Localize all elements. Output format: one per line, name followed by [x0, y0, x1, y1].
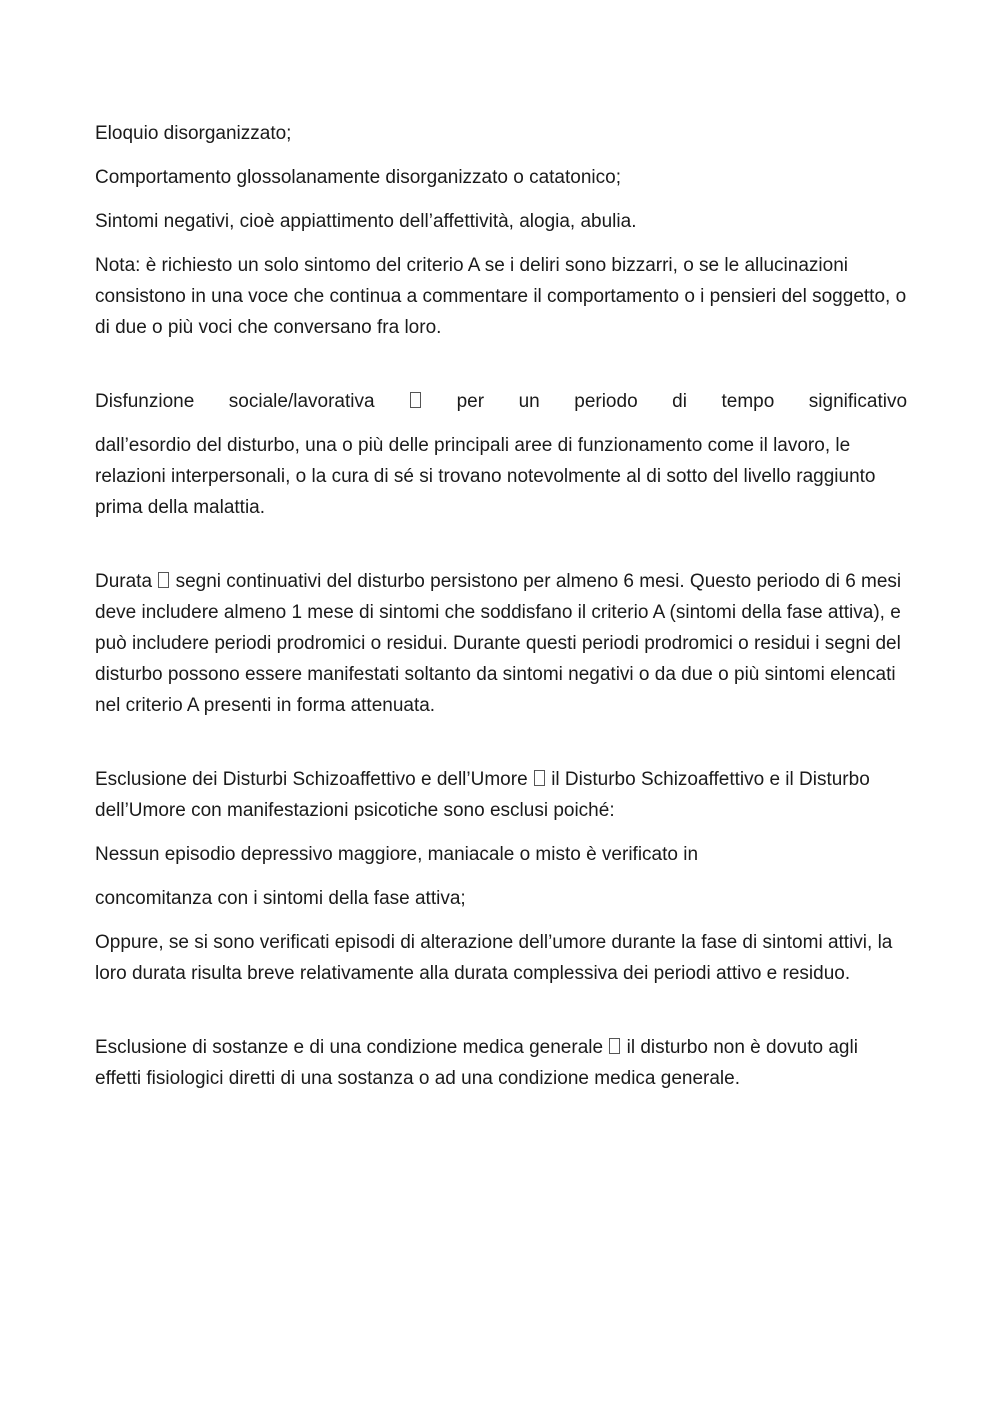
mood-exclusion-body: il Disturbo Schizoaffettivo e il Disturbo dell’Umore con manifestazioni psicotiche sono esclusi poiché:	[95, 769, 870, 821]
mood-exclusion-lead: Esclusione dei Disturbi Schizoaffettivo e dell’Umore	[95, 769, 528, 790]
criterion-item-negative-symptoms: Sintomi negativi, cioè appiattimento dell’affettività, alogia, abulia.	[95, 211, 637, 232]
document-page	[95, 118, 907, 1107]
social-dysfunction-lead: Disfunzione sociale/lavorativa	[95, 391, 375, 412]
substance-exclusion-lead: Esclusione di sostanze e di una condizione medica generale	[95, 1037, 604, 1058]
mood-exclusion-paragraph	[95, 764, 907, 826]
substance-exclusion-paragraph	[95, 1032, 907, 1094]
duration-lead: Durata	[95, 571, 153, 592]
missing-glyph-icon	[534, 770, 545, 786]
substance-exclusion-body: il disturbo non è dovuto agli effetti fisiologici diretti di una sostanza o ad una condizione medica generale.	[95, 1037, 858, 1089]
mood-exclusion-line1: Nessun episodio depressivo maggiore, maniacale o misto è verificato in	[95, 844, 699, 865]
duration-body: segni continuativi del disturbo persistono per almeno 6 mesi. Questo periodo di 6 mesi deve includere almeno 1 mese di sintomi che soddisfano il criterio A (sintomi della fase attiva), e può includere periodi prodromici o residui. Durante questi periodi prodromici o residui i segni del disturbo possono essere manifestati soltanto da sintomi negativi o da due o più sintomi elencati nel criterio A presenti in forma attenuata.	[95, 571, 902, 716]
criterion-item-disorganized-speech: Eloquio disorganizzato;	[95, 123, 292, 144]
social-dysfunction-lead-tail: per un periodo di tempo significativo	[456, 391, 908, 412]
criterion-item-disorganized-behavior: Comportamento glossolanamente disorganizzato o catatonico;	[95, 167, 621, 188]
duration-paragraph	[95, 566, 907, 721]
missing-glyph-icon	[158, 572, 169, 588]
missing-glyph-icon	[410, 392, 421, 408]
social-dysfunction-heading	[95, 386, 907, 417]
mood-exclusion-line2: concomitanza con i sintomi della fase attiva;	[95, 888, 466, 909]
criterion-note: Nota: è richiesto un solo sintomo del criterio A se i deliri sono bizzarri, o se le allucinazioni consistono in una voce che continua a commentare il comportamento o i pensieri del soggetto, o di due o più voci che conversano fra loro.	[95, 255, 907, 338]
missing-glyph-icon	[609, 1038, 620, 1054]
social-dysfunction-body: dall’esordio del disturbo, una o più delle principali aree di funzionamento come il lavoro, le relazioni interpersonali, o la cura di sé si trovano notevolmente al di sotto del livello raggiunto prima della malattia.	[95, 435, 876, 518]
mood-exclusion-line3: Oppure, se si sono verificati episodi di alterazione dell’umore durante la fase di sintomi attivi, la loro durata risulta breve relativamente alla durata complessiva dei periodi attivo e residuo.	[95, 932, 893, 984]
